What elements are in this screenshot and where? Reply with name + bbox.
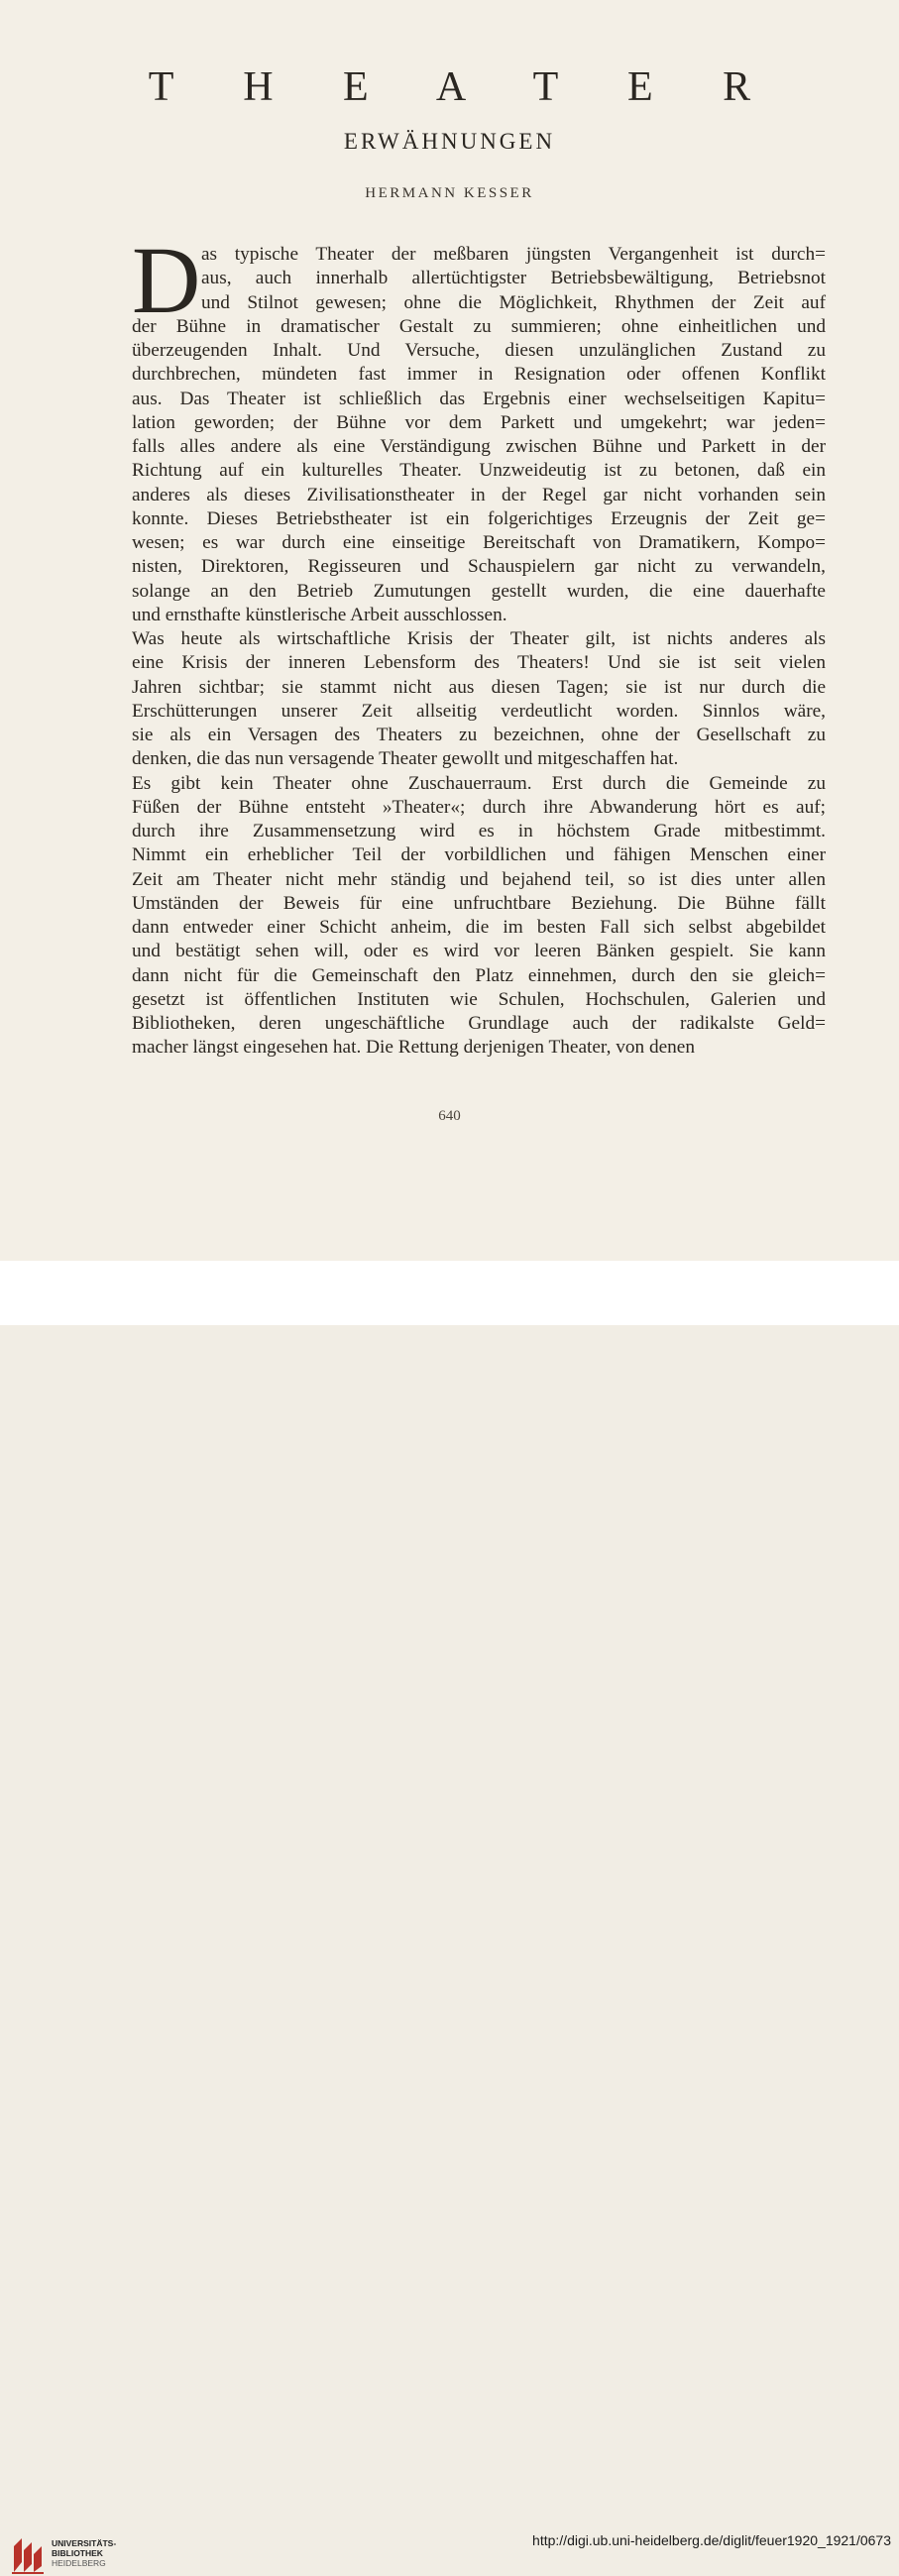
text-line: lation geworden; der Bühne vor dem Parkett und umgekehrt; war jeden= bbox=[132, 411, 826, 433]
scanned-page bbox=[0, 0, 899, 1261]
library-name: UNIVERSITÄTS- BIBLIOTHEK HEIDELBERG bbox=[52, 2538, 117, 2568]
page-number: 640 bbox=[438, 1108, 461, 1124]
text-line: aus. Das Theater ist schließlich das Ergebnis einer wechselseitigen Kapitu= bbox=[132, 388, 826, 409]
text-line: Bibliotheken, deren ungeschäftliche Grundlage auch der radikalste Geld= bbox=[132, 1013, 826, 1034]
text-line: und bestätigt sehen will, oder es wird vor leeren Bänken gespielt. Sie kann bbox=[132, 941, 826, 962]
text-line: sie als ein Versagen des Theaters zu bezeichnen, ohne der Gesellschaft zu bbox=[132, 725, 826, 745]
text-line: denken, die das nun versagende Theater gewollt und mitgeschaffen hat. bbox=[132, 748, 679, 770]
text-line: konnte. Dieses Betriebstheater ist ein folgerichtiges Erzeugnis der Zeit ge= bbox=[132, 507, 826, 529]
text-line: eine Krisis der inneren Lebensform des Theaters! Und sie ist seit vielen bbox=[132, 652, 826, 674]
text-line: dann nicht für die Gemeinschaft den Platz einnehmen, durch den sie gleich= bbox=[132, 964, 826, 986]
source-url-link[interactable]: http://digi.ub.uni-heidelberg.de/diglit/feuer1920_1921/0673 bbox=[532, 2532, 891, 2548]
author-name: HERMANN KESSER bbox=[365, 185, 534, 201]
text-line: der Bühne in dramatischer Gestalt zu summieren; ohne einheitlichen und bbox=[132, 315, 826, 337]
university-library-logo-icon bbox=[8, 2532, 48, 2576]
text-line: anderes als dieses Zivilisationstheater in der Regel gar nicht vorhanden sein bbox=[132, 484, 826, 505]
text-line: macher längst eingesehen hat. Die Rettung derjenigen Theater, von denen bbox=[132, 1037, 695, 1059]
text-line: aus, auch innerhalb allertüchtigster Betriebsbewältigung, Betriebsnot bbox=[201, 268, 826, 289]
drop-cap: D bbox=[132, 227, 201, 333]
text-line: und ernsthafte künstlerische Arbeit ausschlossen. bbox=[132, 604, 507, 625]
page-subtitle: ERWÄHNUNGEN bbox=[343, 129, 556, 154]
text-line: dann entweder einer Schicht anheim, die im besten Fall sich selbst abgebildet bbox=[132, 917, 826, 938]
article-body bbox=[132, 227, 826, 1061]
text-line: nisten, Direktoren, Regisseuren und Schauspielern gar nicht zu verwandeln, bbox=[132, 556, 826, 578]
text-line: überzeugenden Inhalt. Und Versuche, diesen unzulänglichen Zustand zu bbox=[132, 340, 826, 361]
text-line: durchbrechen, mündeten fast immer in Resignation oder offenen Konflikt bbox=[132, 364, 826, 386]
footer-bar bbox=[0, 1261, 899, 2568]
text-line: wesen; es war durch eine einseitige Bereitschaft von Dramatikern, Kompo= bbox=[132, 532, 826, 553]
text-line: as typische Theater der meßbaren jüngsten Vergangenheit ist durch= bbox=[201, 244, 826, 265]
text-line: Umständen der Beweis für eine unfruchtbare Beziehung. Die Bühne fällt bbox=[132, 892, 826, 914]
text-line: Nimmt ein erheblicher Teil der vorbildlichen und fähigen Menschen einer bbox=[132, 844, 826, 866]
text-line: durch ihre Zusammensetzung wird es in höchstem Grade mitbestimmt. bbox=[132, 821, 826, 841]
text-line: und Stilnot gewesen; ohne die Möglichkeit, Rhythmen der Zeit auf bbox=[201, 291, 826, 313]
text-line: Zeit am Theater nicht mehr ständig und bejahend teil, so ist dies unter allen bbox=[132, 868, 826, 890]
text-line: Füßen der Bühne entsteht »Theater«; durch ihre Abwanderung hört es auf; bbox=[132, 796, 826, 818]
text-line: Es gibt kein Theater ohne Zuschauerraum. Erst durch die Gemeinde zu bbox=[132, 772, 826, 794]
page-title: T H E A T E R bbox=[148, 64, 781, 110]
text-line: solange an den Betrieb Zumutungen gestellt wurden, die eine dauerhafte bbox=[132, 580, 826, 602]
text-line: Richtung auf ein kulturelles Theater. Unzweideutig ist zu betonen, daß ein bbox=[132, 460, 826, 482]
text-line: Erschütterungen unserer Zeit allseitig verdeutlicht worden. Sinnlos wäre, bbox=[132, 700, 826, 722]
text-line: Was heute als wirtschaftliche Krisis der Theater gilt, ist nichts anderes als bbox=[132, 628, 826, 649]
text-line: gesetzt ist öffentlichen Instituten wie Schulen, Hochschulen, Galerien und bbox=[132, 988, 826, 1010]
text-line: falls alles andere als eine Verständigung zwischen Bühne und Parkett in der bbox=[132, 436, 826, 457]
text-line: Jahren sichtbar; sie stammt nicht aus diesen Tagen; sie ist nur durch die bbox=[132, 676, 826, 698]
